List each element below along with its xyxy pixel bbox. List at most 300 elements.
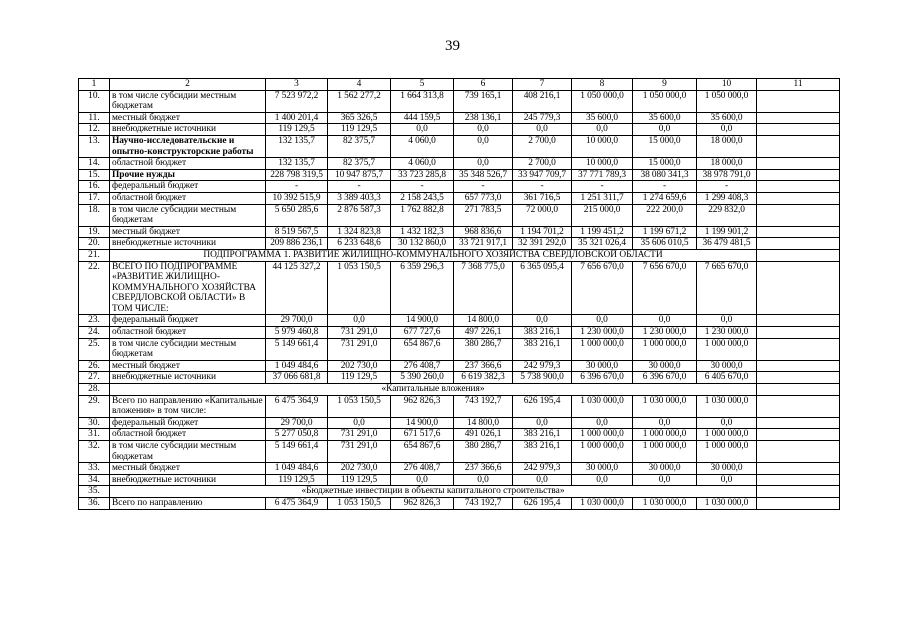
value-cell: 0,0 <box>697 474 757 486</box>
row-label: Всего по направлению <box>110 497 266 509</box>
empty-cell <box>757 474 840 486</box>
row-label: внебюджетные источники <box>110 124 266 136</box>
value-cell: 6 359 296,3 <box>391 261 454 315</box>
value-cell: 1 230 000,0 <box>697 327 757 339</box>
value-cell: 14 800,0 <box>454 315 513 327</box>
value-cell: 15 000,0 <box>633 158 697 170</box>
table-row <box>79 135 840 157</box>
value-cell: 0,0 <box>454 124 513 136</box>
row-number: 23. <box>79 315 110 327</box>
empty-cell <box>757 181 840 193</box>
row-number: 33. <box>79 463 110 475</box>
value-cell: 0,0 <box>328 417 391 429</box>
empty-cell <box>757 372 840 384</box>
value-cell: 72 000,0 <box>513 204 572 226</box>
value-cell: 44 125 327,2 <box>266 261 328 315</box>
value-cell: 365 326,5 <box>328 112 391 124</box>
value-cell: 1 274 659,6 <box>633 192 697 204</box>
table-row <box>79 158 840 170</box>
value-cell: 0,0 <box>697 124 757 136</box>
empty-cell <box>757 463 840 475</box>
value-cell: 35 600,0 <box>633 112 697 124</box>
value-cell: 0,0 <box>633 124 697 136</box>
value-cell: 37 771 789,3 <box>572 169 633 181</box>
value-cell: 968 836,6 <box>454 226 513 238</box>
value-cell: 1 053 150,5 <box>328 497 391 509</box>
value-cell: 6 475 364,9 <box>266 497 328 509</box>
value-cell: 245 779,3 <box>513 112 572 124</box>
value-cell: 30 132 860,0 <box>391 238 454 250</box>
row-number: 13. <box>79 135 110 157</box>
column-header: 8 <box>572 79 633 91</box>
value-cell: 0,0 <box>391 474 454 486</box>
row-number: 17. <box>79 192 110 204</box>
table-row <box>79 327 840 339</box>
row-number: 30. <box>79 417 110 429</box>
column-header: 6 <box>454 79 513 91</box>
row-label: Всего по направлению «Капитальные вложения» в том числе: <box>110 395 266 417</box>
value-cell: 743 192,7 <box>454 497 513 509</box>
value-cell: 677 727,6 <box>391 327 454 339</box>
value-cell: 3 389 403,3 <box>328 192 391 204</box>
table-row <box>79 315 840 327</box>
value-cell: 33 723 285,8 <box>391 169 454 181</box>
section-title: «Капитальные вложения» <box>110 384 757 396</box>
row-label: ВСЕГО ПО ПОДПРОГРАММЕ «РАЗВИТИЕ ЖИЛИЩНО-КОММУНАЛЬНОГО ХОЗЯЙСТВА СВЕРДЛОВСКОЙ ОБЛАСТИ» В ТОМ ЧИСЛЕ: <box>110 261 266 315</box>
value-cell: 0,0 <box>572 124 633 136</box>
row-number: 28. <box>79 384 110 396</box>
row-label: местный бюджет <box>110 112 266 124</box>
value-cell: 1 230 000,0 <box>572 327 633 339</box>
value-cell: 1 000 000,0 <box>697 338 757 360</box>
table-row <box>79 417 840 429</box>
value-cell: 8 519 567,5 <box>266 226 328 238</box>
row-number: 29. <box>79 395 110 417</box>
value-cell: 1 000 000,0 <box>572 338 633 360</box>
value-cell: 731 291,0 <box>328 429 391 441</box>
value-cell: 383 216,1 <box>513 327 572 339</box>
value-cell: 7 368 775,0 <box>454 261 513 315</box>
empty-cell <box>757 315 840 327</box>
value-cell: 119 129,5 <box>266 124 328 136</box>
row-label: областной бюджет <box>110 429 266 441</box>
value-cell: 743 192,7 <box>454 395 513 417</box>
value-cell: 35 348 526,7 <box>454 169 513 181</box>
table-row <box>79 192 840 204</box>
value-cell: 36 479 481,5 <box>697 238 757 250</box>
empty-cell <box>757 238 840 250</box>
table-row <box>79 261 840 315</box>
value-cell: 1 050 000,0 <box>572 90 633 112</box>
row-label: в том числе субсидии местным бюджетам <box>110 441 266 463</box>
row-number: 27. <box>79 372 110 384</box>
value-cell: 0,0 <box>513 124 572 136</box>
value-cell: 1 000 000,0 <box>572 441 633 463</box>
value-cell: 14 900,0 <box>391 315 454 327</box>
value-cell: 271 783,5 <box>454 204 513 226</box>
value-cell: 1 194 701,2 <box>513 226 572 238</box>
value-cell: 1 251 311,7 <box>572 192 633 204</box>
value-cell: 654 867,6 <box>391 441 454 463</box>
column-header: 9 <box>633 79 697 91</box>
table-row <box>79 226 840 238</box>
row-number: 18. <box>79 204 110 226</box>
row-number: 16. <box>79 181 110 193</box>
row-label: областной бюджет <box>110 327 266 339</box>
value-cell: 654 867,6 <box>391 338 454 360</box>
empty-cell <box>757 395 840 417</box>
value-cell: 731 291,0 <box>328 338 391 360</box>
column-header: 1 <box>79 79 110 91</box>
value-cell: 0,0 <box>572 417 633 429</box>
row-number: 12. <box>79 124 110 136</box>
value-cell: 10 000,0 <box>572 158 633 170</box>
value-cell: 276 408,7 <box>391 463 454 475</box>
value-cell: 408 216,1 <box>513 90 572 112</box>
value-cell: 0,0 <box>697 417 757 429</box>
value-cell: 5 979 460,8 <box>266 327 328 339</box>
value-cell: 6 233 648,6 <box>328 238 391 250</box>
table-row <box>79 338 840 360</box>
value-cell: 6 619 382,3 <box>454 372 513 384</box>
value-cell: 209 886 236,1 <box>266 238 328 250</box>
row-number: 11. <box>79 112 110 124</box>
value-cell: 7 665 670,0 <box>697 261 757 315</box>
value-cell: 383 216,1 <box>513 338 572 360</box>
column-header: 4 <box>328 79 391 91</box>
row-number: 34. <box>79 474 110 486</box>
row-label: областной бюджет <box>110 158 266 170</box>
page-number: 39 <box>445 38 460 54</box>
value-cell: 6 396 670,0 <box>633 372 697 384</box>
value-cell: 0,0 <box>391 124 454 136</box>
value-cell: 30 000,0 <box>697 360 757 372</box>
value-cell: 1 000 000,0 <box>633 429 697 441</box>
column-header: 7 <box>513 79 572 91</box>
value-cell: 1 299 408,3 <box>697 192 757 204</box>
column-header: 3 <box>266 79 328 91</box>
empty-cell <box>757 497 840 509</box>
empty-cell <box>757 441 840 463</box>
value-cell: 10 947 875,7 <box>328 169 391 181</box>
value-cell: 30 000,0 <box>572 360 633 372</box>
value-cell: 1 199 901,2 <box>697 226 757 238</box>
value-cell: 1 762 882,8 <box>391 204 454 226</box>
value-cell: 33 721 917,1 <box>454 238 513 250</box>
empty-cell <box>757 112 840 124</box>
value-cell: 33 947 709,7 <box>513 169 572 181</box>
value-cell: 0,0 <box>633 474 697 486</box>
empty-cell <box>757 90 840 112</box>
empty-cell <box>757 360 840 372</box>
empty-cell <box>757 226 840 238</box>
value-cell: 229 832,0 <box>697 204 757 226</box>
value-cell: 739 165,1 <box>454 90 513 112</box>
value-cell: 82 375,7 <box>328 158 391 170</box>
table-row <box>79 112 840 124</box>
value-cell: 626 195,4 <box>513 395 572 417</box>
value-cell: 497 226,1 <box>454 327 513 339</box>
value-cell: 380 286,7 <box>454 338 513 360</box>
value-cell: 1 664 313,8 <box>391 90 454 112</box>
value-cell: - <box>697 181 757 193</box>
row-label: внебюджетные источники <box>110 474 266 486</box>
value-cell: 1 030 000,0 <box>697 395 757 417</box>
row-number: 24. <box>79 327 110 339</box>
row-label: федеральный бюджет <box>110 315 266 327</box>
value-cell: 35 606 010,5 <box>633 238 697 250</box>
row-label: внебюджетные источники <box>110 372 266 384</box>
empty-cell <box>757 169 840 181</box>
section-title: «Бюджетные инвестиции в объекты капитального строительства» <box>110 486 757 498</box>
value-cell: 119 129,5 <box>266 474 328 486</box>
section-title: ПОДПРОГРАММА 1. РАЗВИТИЕ ЖИЛИЩНО-КОММУНАЛЬНОГО ХОЗЯЙСТВА СВЕРДЛОВСКОЙ ОБЛАСТИ <box>110 249 757 261</box>
value-cell: 7 523 972,2 <box>266 90 328 112</box>
row-label: областной бюджет <box>110 192 266 204</box>
value-cell: 2 158 243,5 <box>391 192 454 204</box>
value-cell: 491 026,1 <box>454 429 513 441</box>
value-cell: 5 277 050,8 <box>266 429 328 441</box>
column-header: 11 <box>757 79 840 91</box>
value-cell: 119 129,5 <box>328 124 391 136</box>
value-cell: 5 738 900,0 <box>513 372 572 384</box>
value-cell: 7 656 670,0 <box>572 261 633 315</box>
section-row <box>79 384 840 396</box>
value-cell: 119 129,5 <box>328 474 391 486</box>
value-cell: 6 396 670,0 <box>572 372 633 384</box>
value-cell: 30 000,0 <box>572 463 633 475</box>
row-label: в том числе субсидии местным бюджетам <box>110 90 266 112</box>
table-row <box>79 395 840 417</box>
row-number: 19. <box>79 226 110 238</box>
table-row <box>79 169 840 181</box>
value-cell: 1 030 000,0 <box>633 395 697 417</box>
value-cell: 35 600,0 <box>697 112 757 124</box>
value-cell: 1 000 000,0 <box>633 338 697 360</box>
value-cell: - <box>266 181 328 193</box>
value-cell: 7 656 670,0 <box>633 261 697 315</box>
value-cell: 962 826,3 <box>391 395 454 417</box>
table-header-row <box>79 79 840 91</box>
value-cell: 1 050 000,0 <box>697 90 757 112</box>
value-cell: 1 030 000,0 <box>697 497 757 509</box>
value-cell: 0,0 <box>328 315 391 327</box>
value-cell: 29 700,0 <box>266 315 328 327</box>
value-cell: 237 366,6 <box>454 360 513 372</box>
table-row <box>79 90 840 112</box>
value-cell: 238 136,1 <box>454 112 513 124</box>
value-cell: 361 716,5 <box>513 192 572 204</box>
value-cell: 38 080 341,3 <box>633 169 697 181</box>
value-cell: 2 700,0 <box>513 135 572 157</box>
value-cell: 5 149 661,4 <box>266 338 328 360</box>
row-label: местный бюджет <box>110 360 266 372</box>
value-cell: 0,0 <box>454 158 513 170</box>
value-cell: 35 600,0 <box>572 112 633 124</box>
row-label: местный бюджет <box>110 463 266 475</box>
value-cell: 32 391 292,0 <box>513 238 572 250</box>
value-cell: 0,0 <box>572 315 633 327</box>
empty-cell <box>757 417 840 429</box>
value-cell: 4 060,0 <box>391 135 454 157</box>
value-cell: 14 800,0 <box>454 417 513 429</box>
value-cell: 1 199 671,2 <box>633 226 697 238</box>
row-number: 25. <box>79 338 110 360</box>
table-row <box>79 360 840 372</box>
value-cell: 6 475 364,9 <box>266 395 328 417</box>
value-cell: - <box>633 181 697 193</box>
value-cell: 1 324 823,8 <box>328 226 391 238</box>
value-cell: 1 432 182,3 <box>391 226 454 238</box>
value-cell: 5 149 661,4 <box>266 441 328 463</box>
value-cell: 132 135,7 <box>266 158 328 170</box>
value-cell: 10 000,0 <box>572 135 633 157</box>
row-label: федеральный бюджет <box>110 181 266 193</box>
row-number: 15. <box>79 169 110 181</box>
value-cell: 215 000,0 <box>572 204 633 226</box>
value-cell: 383 216,1 <box>513 429 572 441</box>
row-number: 14. <box>79 158 110 170</box>
empty-cell <box>757 249 840 261</box>
value-cell: 0,0 <box>513 474 572 486</box>
value-cell: 1 400 201,4 <box>266 112 328 124</box>
value-cell: 1 030 000,0 <box>572 497 633 509</box>
column-header: 5 <box>391 79 454 91</box>
empty-cell <box>757 429 840 441</box>
value-cell: 626 195,4 <box>513 497 572 509</box>
column-header: 2 <box>110 79 266 91</box>
row-label: Прочие нужды <box>110 169 266 181</box>
value-cell: 38 978 791,0 <box>697 169 757 181</box>
value-cell: 10 392 515,9 <box>266 192 328 204</box>
value-cell: 228 798 319,5 <box>266 169 328 181</box>
table-row <box>79 181 840 193</box>
value-cell: 0,0 <box>513 417 572 429</box>
value-cell: 657 773,0 <box>454 192 513 204</box>
row-number: 35. <box>79 486 110 498</box>
value-cell: 1 199 451,2 <box>572 226 633 238</box>
row-number: 36. <box>79 497 110 509</box>
empty-cell <box>757 192 840 204</box>
row-label: в том числе субсидии местным бюджетам <box>110 338 266 360</box>
value-cell: 0,0 <box>572 474 633 486</box>
row-number: 21. <box>79 249 110 261</box>
table-row <box>79 497 840 509</box>
value-cell: 1 230 000,0 <box>633 327 697 339</box>
value-cell: 383 216,1 <box>513 441 572 463</box>
value-cell: 1 000 000,0 <box>633 441 697 463</box>
value-cell: 380 286,7 <box>454 441 513 463</box>
value-cell: 237 366,6 <box>454 463 513 475</box>
table-row <box>79 441 840 463</box>
value-cell: - <box>391 181 454 193</box>
value-cell: 5 390 260,0 <box>391 372 454 384</box>
value-cell: - <box>572 181 633 193</box>
value-cell: 1 049 484,6 <box>266 360 328 372</box>
value-cell: 242 979,3 <box>513 463 572 475</box>
value-cell: 202 730,0 <box>328 360 391 372</box>
value-cell: 119 129,5 <box>328 372 391 384</box>
value-cell: - <box>513 181 572 193</box>
value-cell: 18 000,0 <box>697 135 757 157</box>
table-row <box>79 463 840 475</box>
value-cell: 1 030 000,0 <box>633 497 697 509</box>
value-cell: 222 200,0 <box>633 204 697 226</box>
row-label: внебюджетные источники <box>110 238 266 250</box>
empty-cell <box>757 486 840 498</box>
value-cell: 2 700,0 <box>513 158 572 170</box>
value-cell: 276 408,7 <box>391 360 454 372</box>
value-cell: 0,0 <box>454 135 513 157</box>
column-header: 10 <box>697 79 757 91</box>
value-cell: 1 053 150,5 <box>328 395 391 417</box>
row-label: в том числе субсидии местным бюджетам <box>110 204 266 226</box>
value-cell: 0,0 <box>697 315 757 327</box>
value-cell: 1 562 277,2 <box>328 90 391 112</box>
value-cell: 0,0 <box>633 315 697 327</box>
value-cell: 444 159,5 <box>391 112 454 124</box>
empty-cell <box>757 327 840 339</box>
section-row <box>79 249 840 261</box>
empty-cell <box>757 204 840 226</box>
value-cell: 132 135,7 <box>266 135 328 157</box>
value-cell: 4 060,0 <box>391 158 454 170</box>
empty-cell <box>757 124 840 136</box>
row-label: местный бюджет <box>110 226 266 238</box>
row-number: 26. <box>79 360 110 372</box>
value-cell: 37 066 681,8 <box>266 372 328 384</box>
table-row <box>79 238 840 250</box>
value-cell: - <box>454 181 513 193</box>
value-cell: 30 000,0 <box>633 360 697 372</box>
value-cell: 731 291,0 <box>328 327 391 339</box>
value-cell: 14 900,0 <box>391 417 454 429</box>
value-cell: 0,0 <box>633 417 697 429</box>
row-label: Научно-исследовательские и опытно-конструкторские работы <box>110 135 266 157</box>
value-cell: 0,0 <box>454 474 513 486</box>
value-cell: 1 000 000,0 <box>572 429 633 441</box>
value-cell: 2 876 587,3 <box>328 204 391 226</box>
table-row <box>79 124 840 136</box>
row-number: 22. <box>79 261 110 315</box>
value-cell: 15 000,0 <box>633 135 697 157</box>
value-cell: 18 000,0 <box>697 158 757 170</box>
value-cell: 30 000,0 <box>633 463 697 475</box>
value-cell: 242 979,3 <box>513 360 572 372</box>
value-cell: 671 517,6 <box>391 429 454 441</box>
table-row <box>79 372 840 384</box>
value-cell: 1 000 000,0 <box>697 429 757 441</box>
empty-cell <box>757 158 840 170</box>
value-cell: - <box>328 181 391 193</box>
empty-cell <box>757 135 840 157</box>
value-cell: 1 050 000,0 <box>633 90 697 112</box>
value-cell: 35 321 026,4 <box>572 238 633 250</box>
row-number: 32. <box>79 441 110 463</box>
value-cell: 0,0 <box>513 315 572 327</box>
value-cell: 962 826,3 <box>391 497 454 509</box>
section-row <box>79 486 840 498</box>
empty-cell <box>757 338 840 360</box>
row-label: федеральный бюджет <box>110 417 266 429</box>
value-cell: 1 030 000,0 <box>572 395 633 417</box>
value-cell: 82 375,7 <box>328 135 391 157</box>
value-cell: 731 291,0 <box>328 441 391 463</box>
value-cell: 5 650 285,6 <box>266 204 328 226</box>
row-number: 20. <box>79 238 110 250</box>
value-cell: 202 730,0 <box>328 463 391 475</box>
budget-table <box>78 78 840 510</box>
